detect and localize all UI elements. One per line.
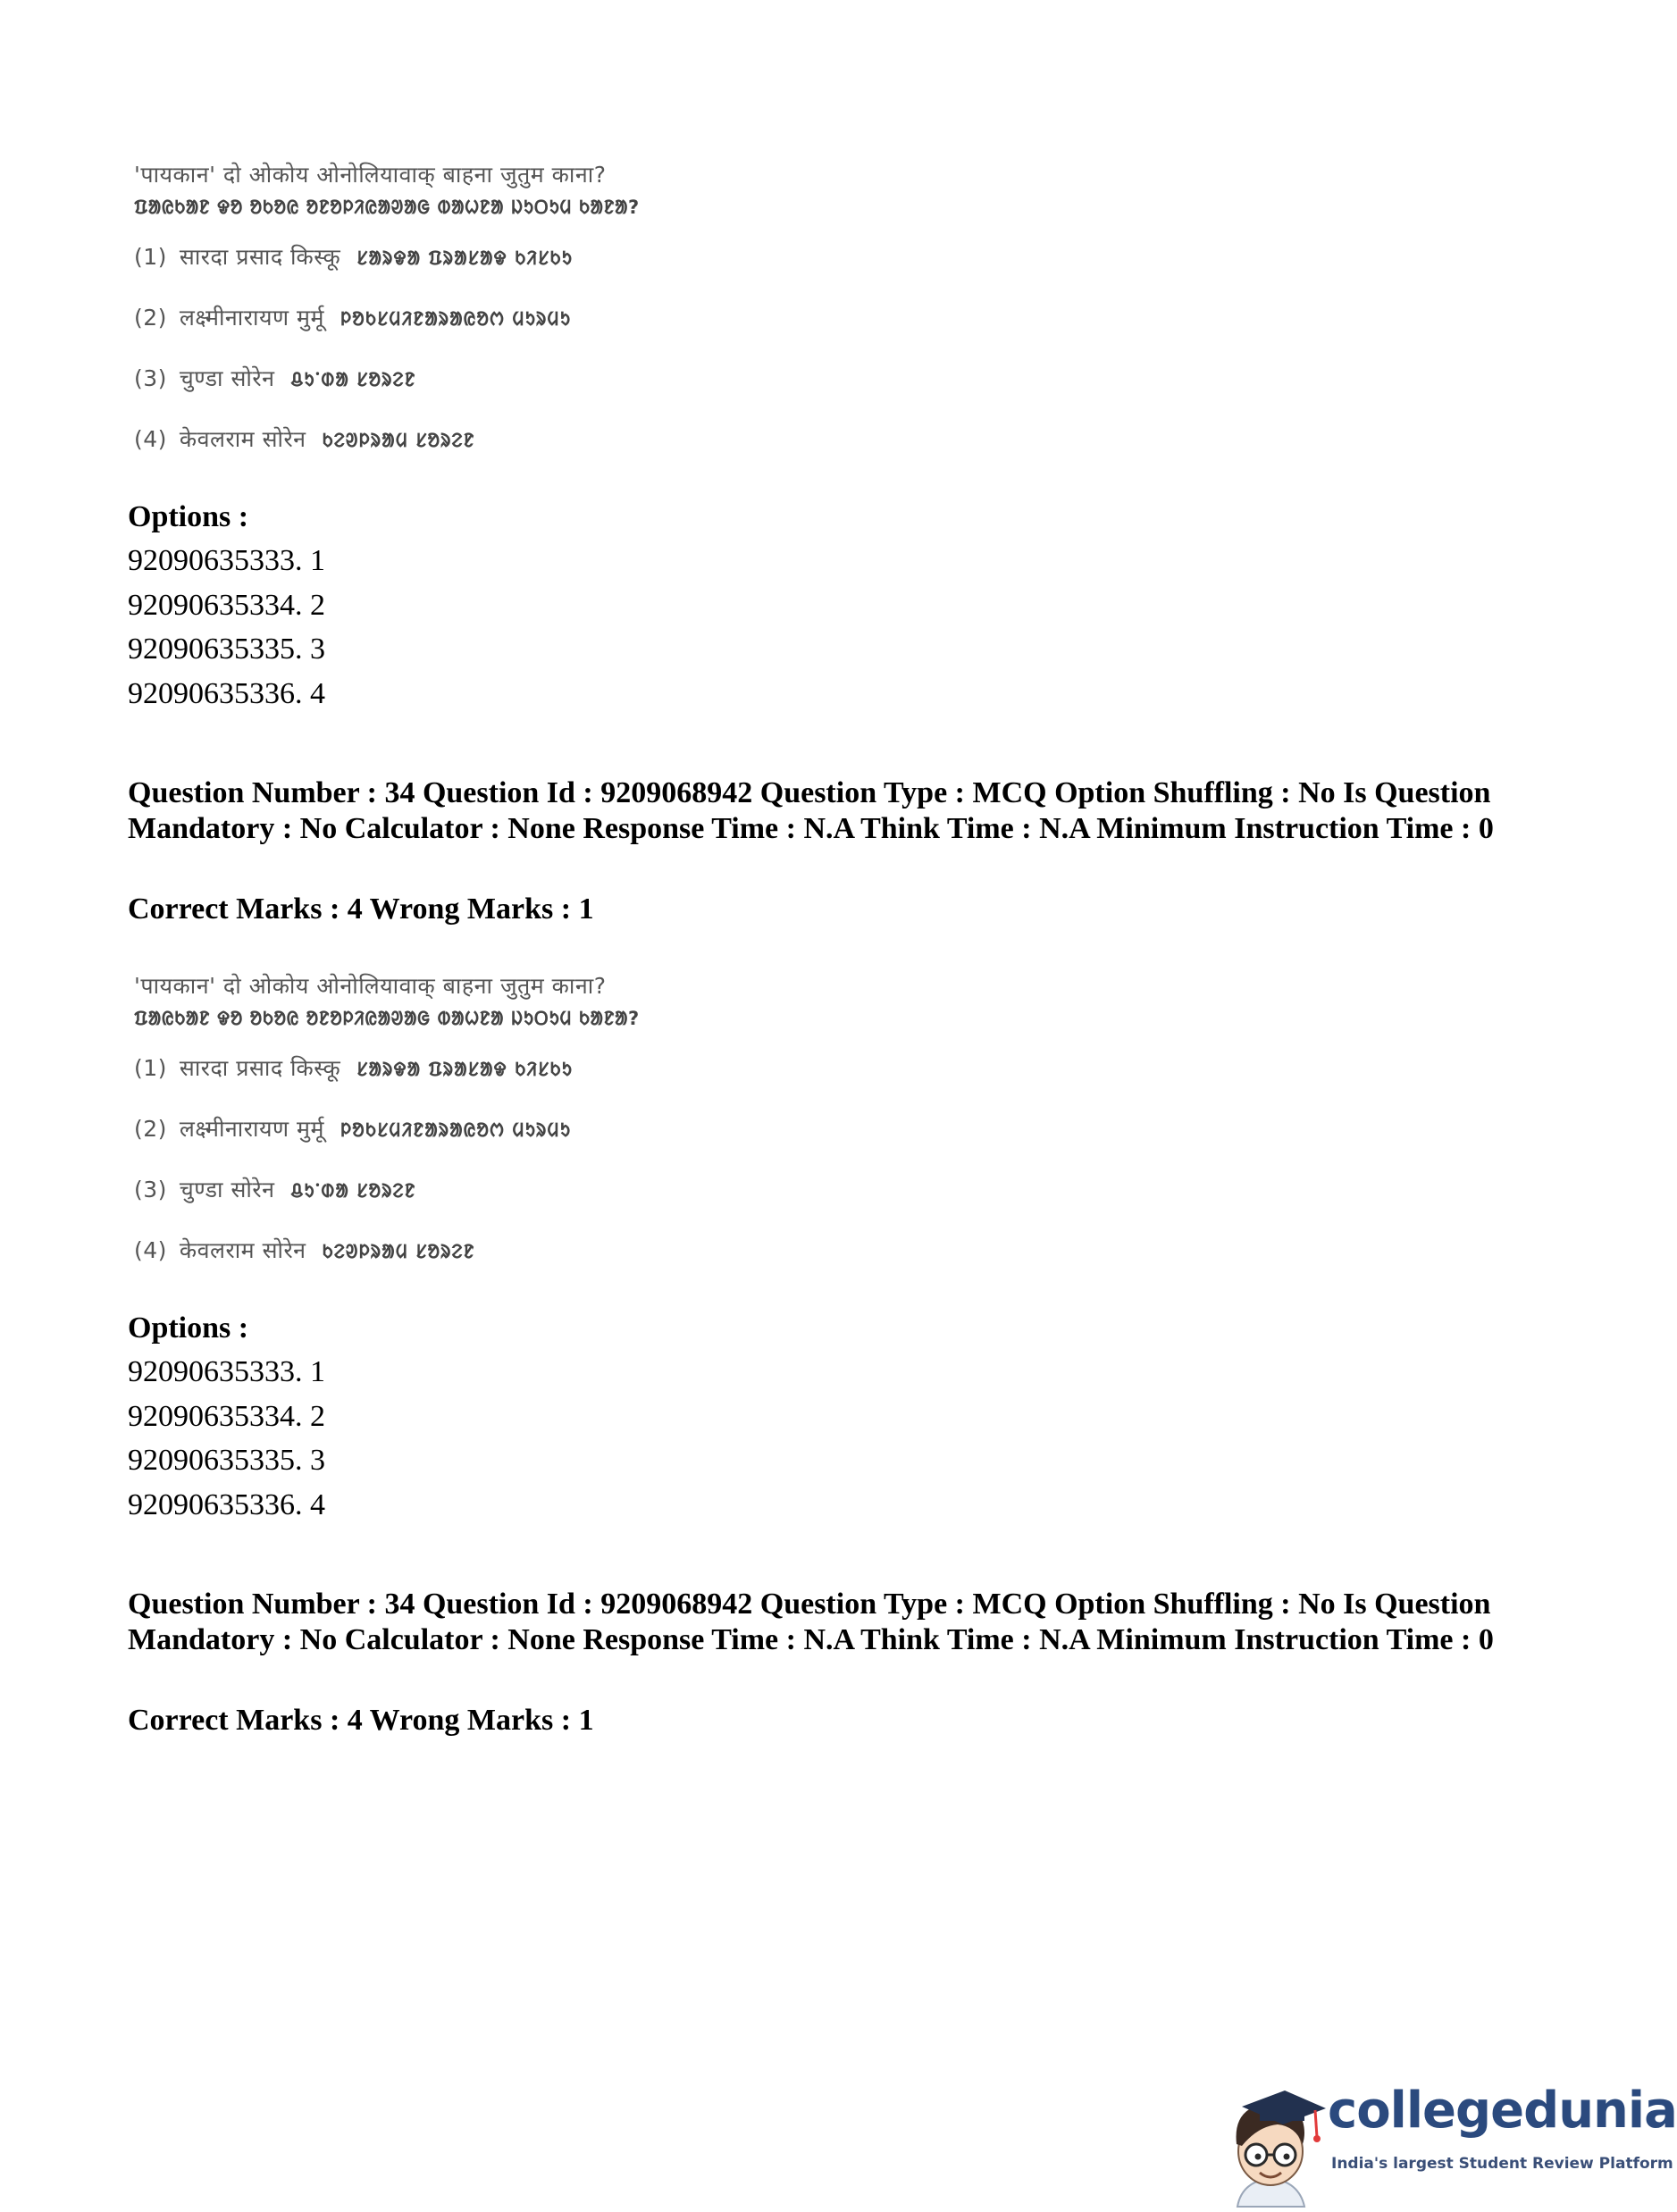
brand-name: collegedunia [1328, 2082, 1677, 2140]
choice-2 [134, 1113, 571, 1144]
choice-olchiki: ᱞᱚᱠᱥᱢᱤᱱᱟᱨᱟᱭᱚᱬ ᱢᱩᱨᱢᱩ [340, 1119, 572, 1141]
choice-number: (4) [134, 426, 167, 452]
option-item: 92090635333. 1 [128, 544, 325, 577]
choice-hindi: सारदा प्रसाद किस्कू [179, 1055, 341, 1081]
choice-olchiki: ᱥᱟᱨᱫᱟ ᱯᱨᱟᱥᱟᱫ ᱠᱤᱥᱠᱩ [356, 1059, 573, 1080]
choice-hindi: सारदा प्रसाद किस्कू [179, 244, 341, 270]
option-item: 92090635336. 4 [128, 1487, 325, 1521]
question-line-olchiki: ᱯᱟᱭᱠᱟᱱ ᱫᱚ ᱚᱠᱚᱭ ᱚᱱᱚᱞᱤᱭᱟᱣᱟᱜ ᱵᱟᱦᱱᱟ ᱡᱩᱛᱩᱢ ᱠᱟᱱᱟ? [134, 197, 640, 218]
question-marks: Correct Marks : 4 Wrong Marks : 1 [128, 892, 594, 926]
option-item: 92090635333. 1 [128, 1355, 325, 1388]
choice-olchiki: ᱪᱩᱸᱰᱟ ᱥᱚᱨᱮᱱ [290, 1180, 416, 1202]
option-item: 92090635335. 3 [128, 1444, 325, 1477]
choice-olchiki: ᱠᱮᱣᱞᱨᱟᱢ ᱥᱚᱨᱮᱱ [322, 1241, 475, 1262]
option-item: 92090635335. 3 [128, 633, 325, 666]
question-meta: Question Number : 34 Question Id : 9209068942 Question Type : MCQ Option Shuffling : No Is Question Mandatory : No Calculator : None Response Time : N.A Think Time : N.A Minimum Instruction Time : 0 [128, 776, 1494, 845]
options-section [128, 1306, 1522, 1527]
choice-hindi: लक्ष्मीनारायण मुर्मू [179, 305, 324, 331]
choice-hindi: लक्ष्मीनारायण मुर्मू [179, 1116, 324, 1142]
choice-number: (2) [134, 305, 167, 331]
brand-tagline: India's largest Student Review Platform [1331, 2155, 1673, 2173]
option-item: 92090635336. 4 [128, 676, 325, 710]
choice-4 [134, 423, 475, 454]
option-item: 92090635334. 2 [128, 588, 325, 622]
choice-number: (3) [134, 365, 167, 391]
choice-number: (4) [134, 1237, 167, 1263]
options-label: Options : [128, 500, 249, 533]
choice-olchiki: ᱞᱚᱠᱥᱢᱤᱱᱟᱨᱟᱭᱚᱬ ᱢᱩᱨᱢᱩ [340, 308, 572, 330]
choice-number: (1) [134, 244, 167, 270]
question-image [134, 152, 688, 465]
choice-olchiki: ᱪᱩᱸᱰᱟ ᱥᱚᱨᱮᱱ [290, 369, 416, 390]
choice-1 [134, 1052, 573, 1083]
choice-3 [134, 1174, 416, 1204]
question-meta: Question Number : 34 Question Id : 9209068942 Question Type : MCQ Option Shuffling : No Is Question Mandatory : No Calculator : None Response Time : N.A Think Time : N.A Minimum Instruction Time : 0 [128, 1588, 1494, 1656]
collegedunia-logo [1215, 2082, 1677, 2207]
choice-3 [134, 363, 416, 393]
options-section [128, 495, 1522, 716]
choice-hindi: केवलराम सोरेन [179, 1237, 306, 1263]
question-image [134, 963, 688, 1276]
choice-hindi: केवलराम सोरेन [179, 426, 306, 452]
choice-hindi: चुण्डा सोरेन [179, 365, 275, 391]
choice-number: (2) [134, 1116, 167, 1142]
choice-1 [134, 241, 573, 272]
question-line-olchiki: ᱯᱟᱭᱠᱟᱱ ᱫᱚ ᱚᱠᱚᱭ ᱚᱱᱚᱞᱤᱭᱟᱣᱟᱜ ᱵᱟᱦᱱᱟ ᱡᱩᱛᱩᱢ ᱠᱟᱱᱟ? [134, 1008, 640, 1029]
choice-4 [134, 1235, 475, 1265]
choice-olchiki: ᱠᱮᱣᱞᱨᱟᱢ ᱥᱚᱨᱮᱱ [322, 430, 475, 451]
choice-number: (3) [134, 1177, 167, 1202]
choice-2 [134, 302, 571, 332]
option-item: 92090635334. 2 [128, 1399, 325, 1433]
options-label: Options : [128, 1311, 249, 1345]
mascot-icon [1215, 2082, 1331, 2207]
question-line-hindi: 'पायकान' दो ओकोय ओनोलियावाक् बाहना जुतुम काना? [134, 973, 607, 999]
choice-hindi: चुण्डा सोरेन [179, 1177, 275, 1202]
choice-number: (1) [134, 1055, 167, 1081]
question-marks: Correct Marks : 4 Wrong Marks : 1 [128, 1704, 594, 1737]
question-line-hindi: 'पायकान' दो ओकोय ओनोलियावाक् बाहना जुतुम काना? [134, 162, 607, 188]
choice-olchiki: ᱥᱟᱨᱫᱟ ᱯᱨᱟᱥᱟᱫ ᱠᱤᱥᱠᱩ [356, 247, 573, 269]
